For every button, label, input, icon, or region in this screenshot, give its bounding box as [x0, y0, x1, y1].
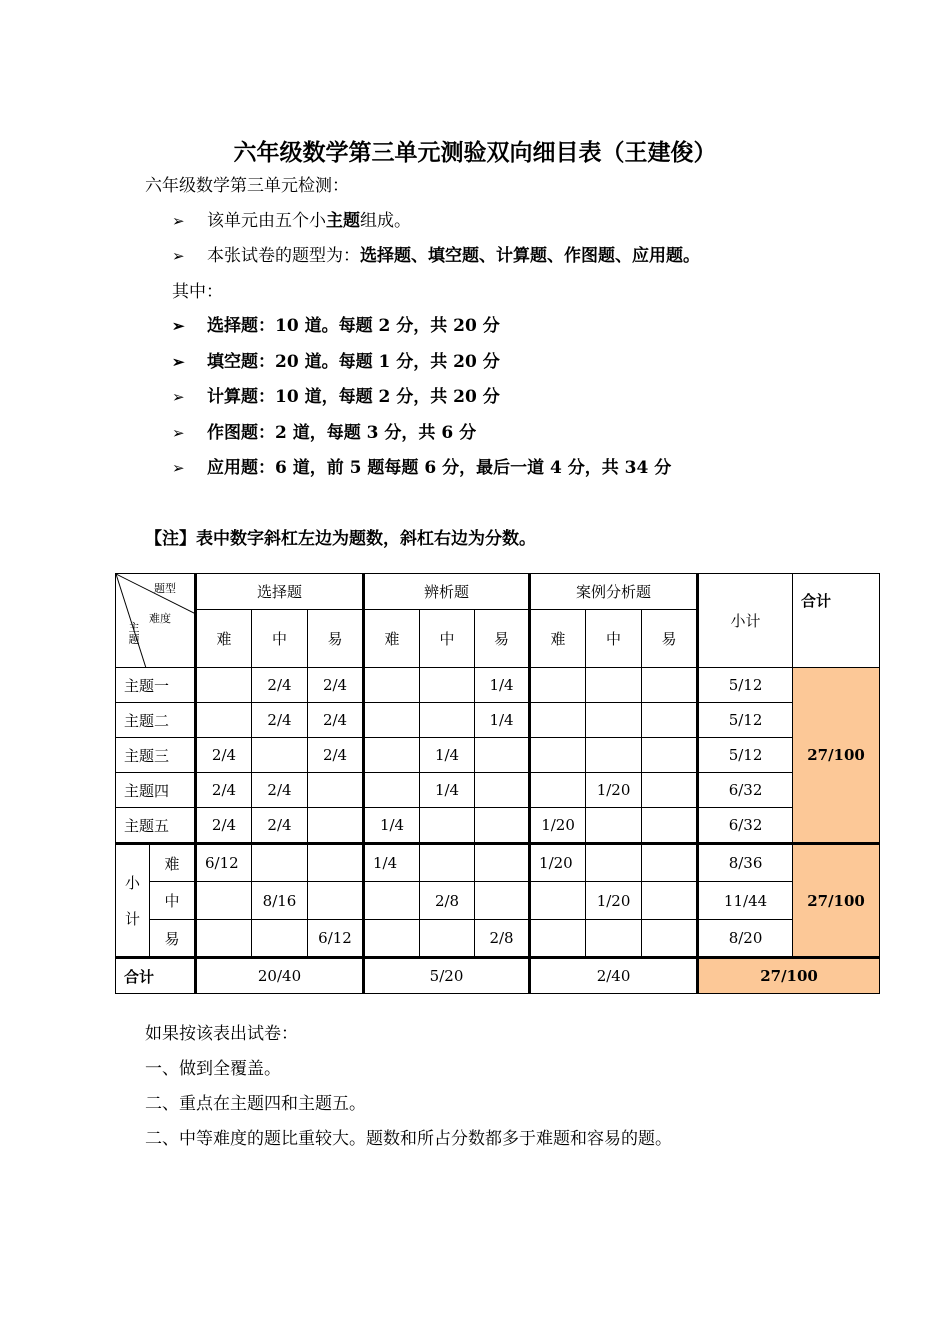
table-cell	[252, 844, 308, 882]
detail-calc: 计算题：10 道，每题 2 分，共 20 分	[207, 387, 500, 407]
topic-rows	[116, 668, 880, 844]
group-header-analysis: 辨析题	[364, 574, 530, 610]
small-total-label: 小 计	[116, 844, 150, 958]
row-subtotal: 11/44	[698, 882, 793, 920]
bullet-arrow-icon: ➢	[172, 247, 185, 265]
conclusion-3: 二、中等难度的题比重较大。题数和所占分数都多于难题和容易的题。	[145, 1129, 672, 1149]
corner-difficulty: 难度	[149, 612, 171, 625]
group-header-choice: 选择题	[196, 574, 364, 610]
table-cell: 2/4	[196, 738, 252, 773]
table-cell	[586, 703, 642, 738]
topic-row	[116, 668, 880, 703]
table-cell	[308, 882, 364, 920]
corner-header	[116, 574, 196, 668]
table-cell: 2/4	[252, 808, 308, 844]
table-cell	[642, 773, 698, 808]
level-medium: 中	[252, 610, 308, 668]
table-cell	[586, 844, 642, 882]
topic-label: 主题四	[116, 773, 196, 808]
table-cell: 2/4	[308, 703, 364, 738]
table-cell	[530, 920, 586, 958]
table-cell	[642, 668, 698, 703]
level-label: 中	[150, 882, 196, 920]
bullet-arrow-icon: ➢	[172, 424, 185, 442]
sum-analysis: 5/20	[364, 958, 530, 994]
bullet-arrow-icon: ➢	[172, 459, 185, 477]
bullet-tail: 组成。	[360, 211, 411, 231]
table-cell	[420, 703, 475, 738]
table-cell	[475, 844, 530, 882]
row-subtotal: 6/32	[698, 773, 793, 808]
table-cell	[420, 920, 475, 958]
table-cell	[364, 882, 420, 920]
table-cell: 2/4	[308, 738, 364, 773]
table-cell	[475, 882, 530, 920]
table-cell: 2/8	[475, 920, 530, 958]
table-cell: 1/20	[586, 773, 642, 808]
bullet-arrow-icon: ➢	[172, 388, 185, 406]
row-subtotal: 5/12	[698, 738, 793, 773]
conclusion-1: 一、做到全覆盖。	[145, 1059, 281, 1079]
level-row	[116, 920, 880, 958]
table-cell	[530, 773, 586, 808]
level-hard: 难	[530, 610, 586, 668]
topic-label: 主题三	[116, 738, 196, 773]
table-cell	[530, 882, 586, 920]
topic-total: 27/100	[793, 668, 880, 844]
table-cell: 1/20	[586, 882, 642, 920]
table-cell	[308, 844, 364, 882]
table-cell: 1/4	[364, 844, 420, 882]
sum-case: 2/40	[530, 958, 698, 994]
level-easy: 易	[475, 610, 530, 668]
table-cell	[642, 703, 698, 738]
table-cell	[196, 920, 252, 958]
table-cell	[364, 703, 420, 738]
table-cell	[530, 668, 586, 703]
table-cell	[252, 920, 308, 958]
bullet-arrow-icon: ➢	[172, 212, 185, 230]
table-cell	[475, 808, 530, 844]
document-title: 六年级数学第三单元测验双向细目表（王建俊）	[233, 140, 717, 166]
table-cell: 2/4	[252, 773, 308, 808]
detail-draw: 作图题：2 道，每题 3 分，共 6 分	[207, 423, 477, 443]
topic-label: 主题五	[116, 808, 196, 844]
row-subtotal: 6/32	[698, 808, 793, 844]
table-cell	[196, 703, 252, 738]
level-rows	[116, 844, 880, 958]
table-cell: 2/4	[252, 668, 308, 703]
detail-apply: 应用题：6 道，前 5 题每题 6 分，最后一道 4 分，共 34 分	[207, 458, 672, 478]
level-easy: 易	[642, 610, 698, 668]
level-hard: 难	[196, 610, 252, 668]
table-cell	[196, 882, 252, 920]
table-cell	[586, 808, 642, 844]
table-cell	[642, 738, 698, 773]
subtotal-header: 小计	[698, 574, 793, 668]
table-cell	[364, 668, 420, 703]
table-cell	[475, 738, 530, 773]
table-cell	[530, 738, 586, 773]
table-cell: 2/4	[196, 773, 252, 808]
table-cell: 8/16	[252, 882, 308, 920]
table-cell	[364, 920, 420, 958]
row-subtotal: 5/12	[698, 668, 793, 703]
table-cell	[196, 668, 252, 703]
table-cell	[364, 738, 420, 773]
table-cell	[420, 808, 475, 844]
row-subtotal: 8/20	[698, 920, 793, 958]
table-cell	[420, 844, 475, 882]
row-subtotal: 8/36	[698, 844, 793, 882]
table-cell	[252, 738, 308, 773]
detail-choice: 选择题：10 道。每题 2 分，共 20 分	[207, 316, 500, 336]
table-cell	[586, 920, 642, 958]
sum-total: 27/100	[698, 958, 880, 994]
bullet-types	[207, 246, 700, 266]
table-note: 【注】表中数字斜杠左边为题数，斜杠右边为分数。	[145, 529, 536, 549]
topic-label: 主题一	[116, 668, 196, 703]
sum-choice: 20/40	[196, 958, 364, 994]
table-cell: 1/20	[530, 844, 586, 882]
table-cell	[642, 920, 698, 958]
level-row	[116, 882, 880, 920]
detail-fill: 填空题：20 道。每题 1 分，共 20 分	[207, 352, 500, 372]
table-cell	[475, 773, 530, 808]
topic-row	[116, 703, 880, 738]
table-cell	[586, 668, 642, 703]
level-row	[116, 844, 880, 882]
table-cell: 1/20	[530, 808, 586, 844]
table-cell: 1/4	[420, 738, 475, 773]
bullet-topics	[207, 211, 411, 231]
row-subtotal: 5/12	[698, 703, 793, 738]
intro-line: 六年级数学第三单元检测：	[145, 176, 349, 196]
level-total: 27/100	[793, 844, 880, 958]
bullet-arrow-icon: ➢	[172, 317, 185, 335]
sum-label: 合计	[116, 958, 196, 994]
table-cell: 1/4	[475, 668, 530, 703]
table-cell	[420, 668, 475, 703]
table-cell: 6/12	[308, 920, 364, 958]
corner-type: 题型	[154, 582, 176, 595]
bullet-text: 该单元由五个小	[207, 211, 326, 231]
table-cell: 2/4	[252, 703, 308, 738]
table-cell	[586, 738, 642, 773]
table-cell: 1/4	[420, 773, 475, 808]
table-cell: 1/4	[475, 703, 530, 738]
table-cell	[530, 703, 586, 738]
level-medium: 中	[586, 610, 642, 668]
table-cell: 2/4	[196, 808, 252, 844]
table-cell	[642, 808, 698, 844]
conclusion-intro: 如果按该表出试卷：	[145, 1024, 298, 1044]
level-medium: 中	[420, 610, 475, 668]
topic-row	[116, 773, 880, 808]
topic-row	[116, 738, 880, 773]
level-easy: 易	[308, 610, 364, 668]
spec-table	[115, 573, 880, 994]
level-label: 易	[150, 920, 196, 958]
topic-label: 主题二	[116, 703, 196, 738]
table-cell	[308, 773, 364, 808]
level-hard: 难	[364, 610, 420, 668]
table-cell	[642, 882, 698, 920]
table-cell: 2/4	[308, 668, 364, 703]
bullet-bold: 主题	[326, 211, 360, 231]
bullet-arrow-icon: ➢	[172, 353, 185, 371]
group-header-case: 案例分析题	[530, 574, 698, 610]
conclusion-2: 二、重点在主题四和主题五。	[145, 1094, 366, 1114]
table-cell	[308, 808, 364, 844]
corner-topic: 主题	[128, 621, 140, 646]
among-line: 其中：	[172, 282, 223, 302]
bullet-bold: 选择题、填空题、计算题、作图题、应用题。	[360, 246, 700, 266]
table-cell	[642, 844, 698, 882]
table-cell: 6/12	[196, 844, 252, 882]
bullet-text: 本张试卷的题型为：	[207, 246, 360, 266]
total-header: 合计	[793, 574, 880, 668]
topic-row	[116, 808, 880, 844]
table-cell: 1/4	[364, 808, 420, 844]
level-label: 难	[150, 844, 196, 882]
table-cell: 2/8	[420, 882, 475, 920]
table-cell	[364, 773, 420, 808]
